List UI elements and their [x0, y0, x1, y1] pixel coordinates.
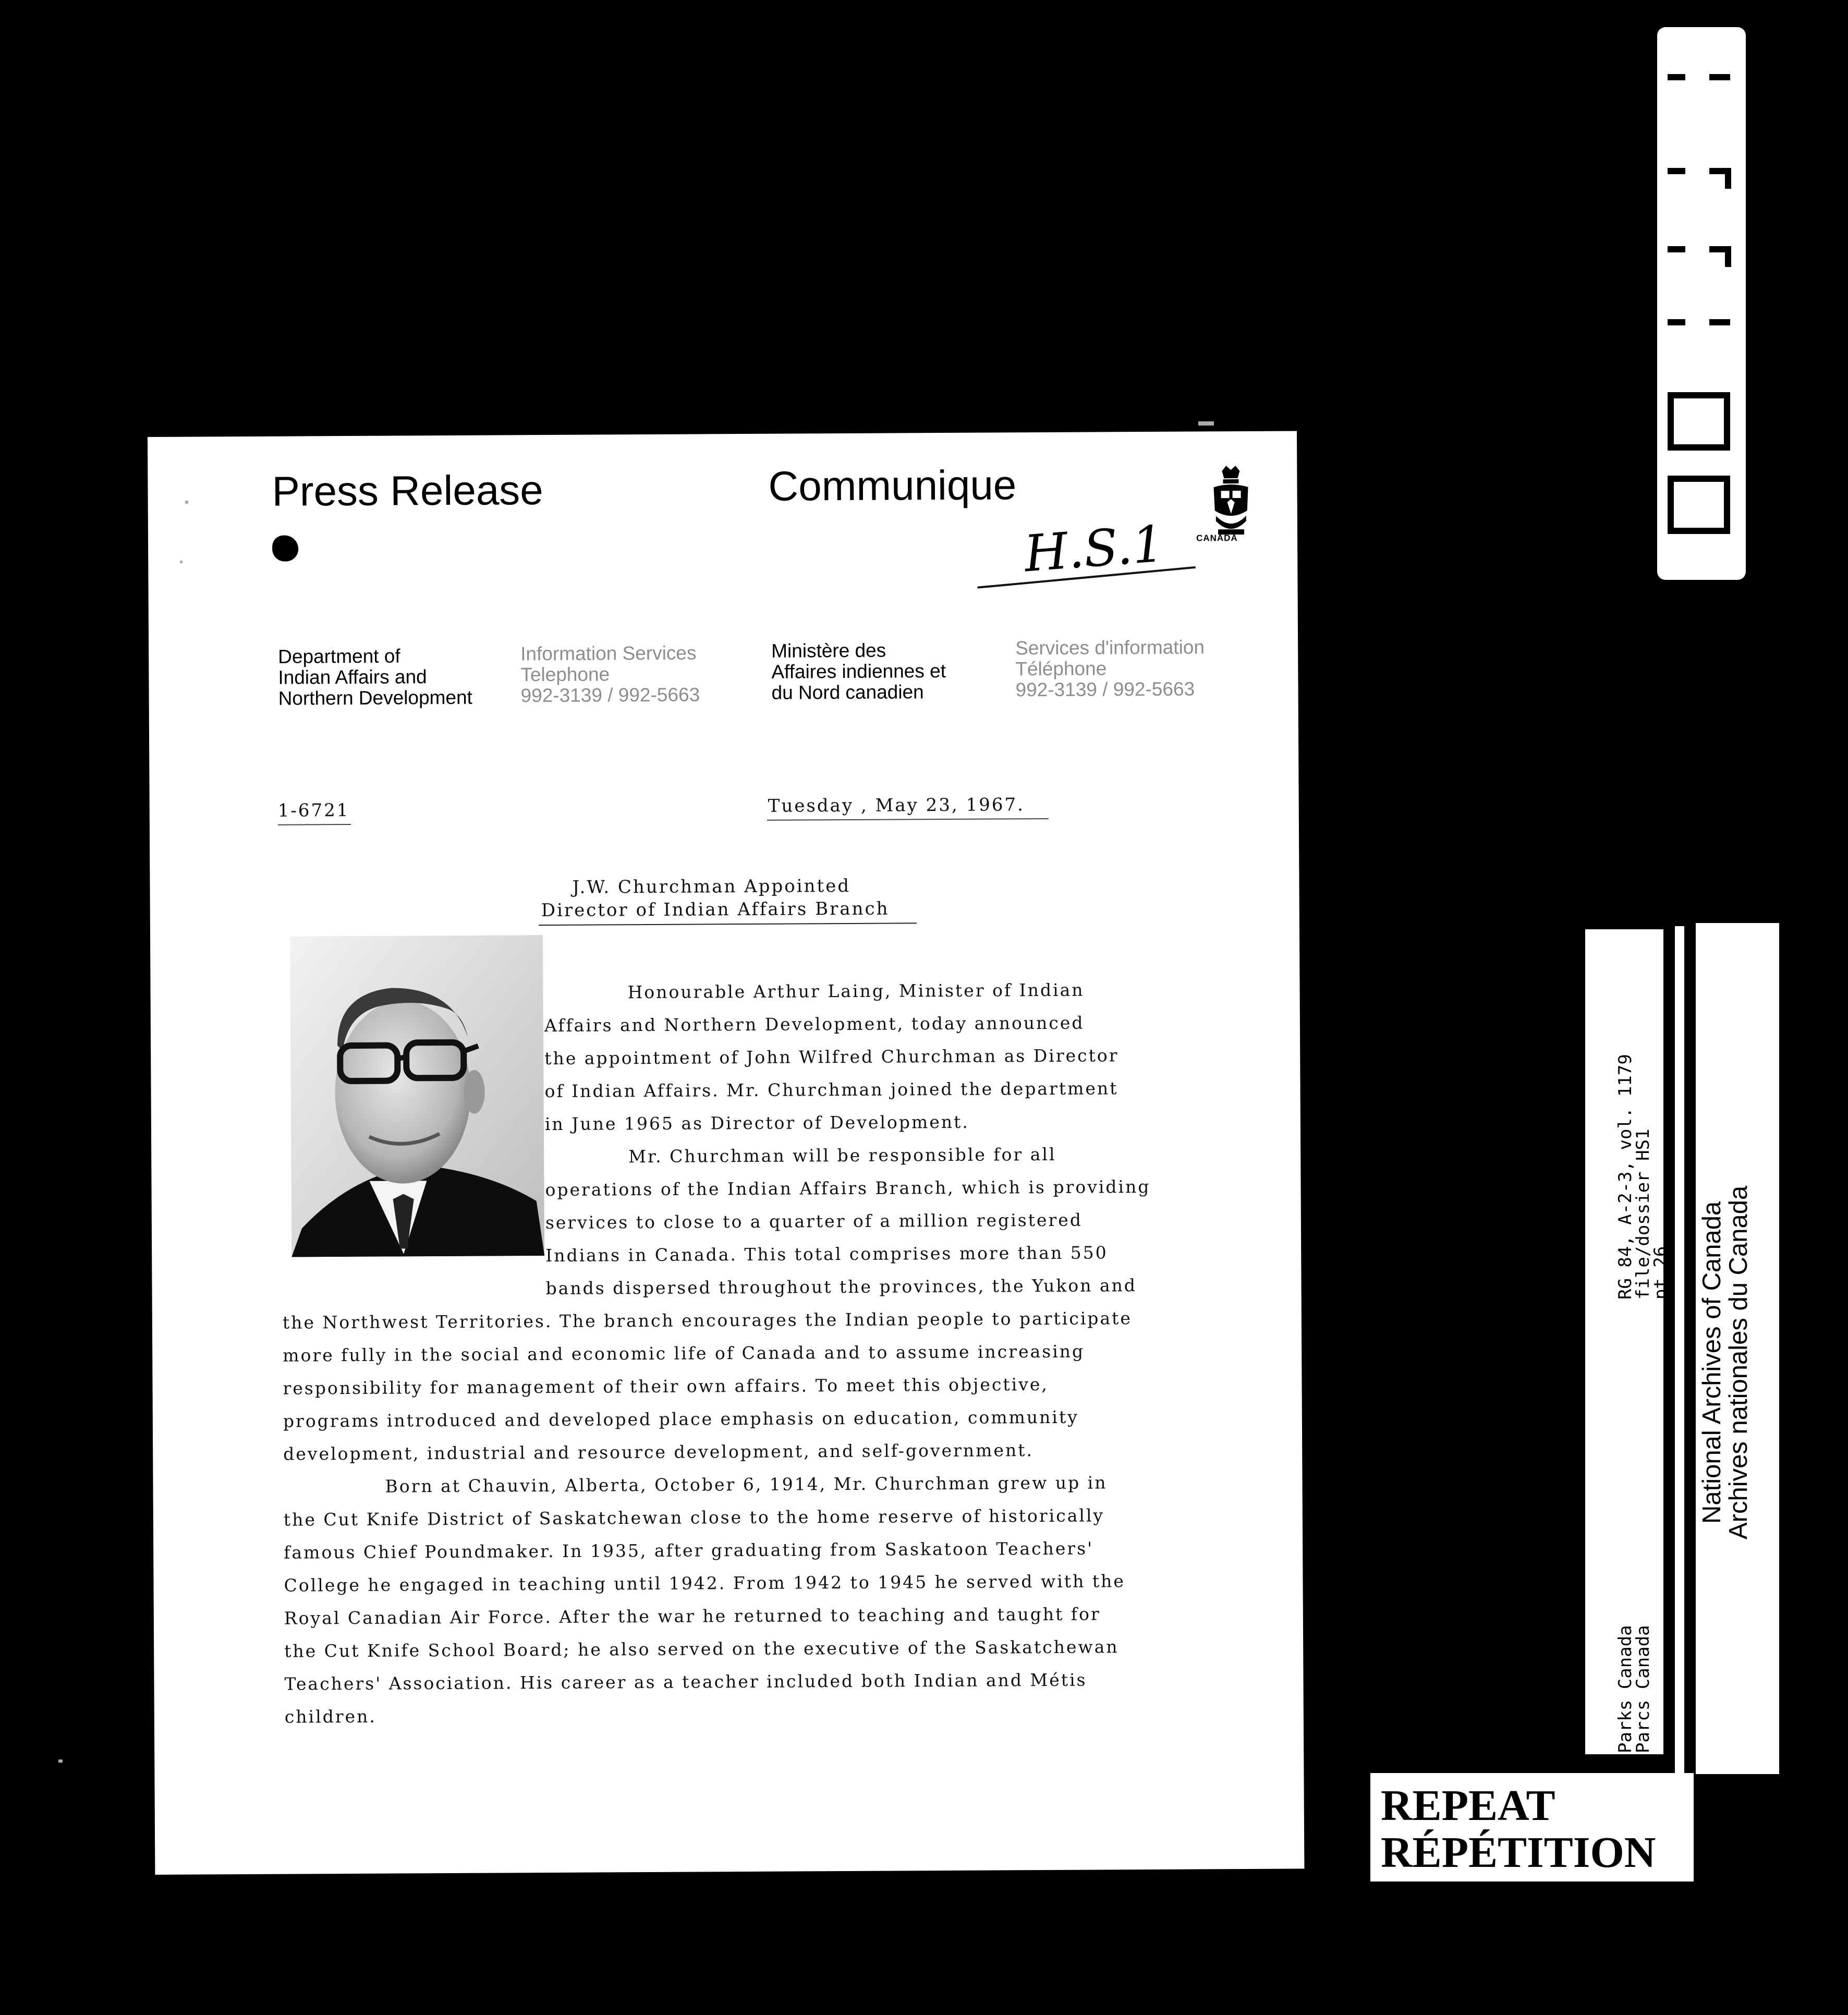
body-line: operations of the Indian Affairs Branch, which is providing	[545, 1176, 1151, 1200]
release-title-line2: Director of Indian Affairs Branch	[541, 898, 890, 921]
department-english-line: Indian Affairs and	[278, 666, 427, 688]
repeat-sticker	[1370, 1773, 1694, 1882]
archive-reference-line: file/dossier HS1	[1633, 1128, 1654, 1300]
info-english-line: Telephone	[520, 663, 610, 686]
info-french-line: 992-3139 / 992-5663	[1015, 678, 1195, 701]
release-number-underline	[278, 824, 351, 826]
body-line: Royal Canadian Air Force. After the war he returned to teaching and taught for	[284, 1604, 1101, 1629]
body-line: the Cut Knife District of Saskatchewan close to the home reserve of historically	[283, 1505, 1105, 1530]
portrait-photo	[290, 935, 544, 1257]
film-speck	[185, 501, 188, 504]
body-line: College he engaged in teaching until 1942. From 1942 to 1945 he served with the	[284, 1571, 1125, 1596]
department-french-line: Ministère des	[771, 639, 886, 662]
release-date-underline	[767, 818, 1049, 821]
body-line: the appointment of John Wilfred Churchman as Director	[544, 1045, 1119, 1069]
repeat-english: REPEAT	[1381, 1781, 1555, 1830]
agency-line: Parks Canada	[1615, 1625, 1636, 1753]
body-line: Mr. Churchman will be responsible for all	[628, 1144, 1056, 1167]
body-line: Honourable Arthur Laing, Minister of Indian	[627, 979, 1085, 1003]
body-line: services to close to a quarter of a million registered	[545, 1209, 1083, 1233]
frame-number-strip	[1657, 27, 1746, 580]
department-english-line: Department of	[278, 645, 400, 667]
info-english-line: 992-3139 / 992-5663	[520, 684, 700, 707]
info-english-line: Information Services	[520, 642, 697, 665]
department-french	[771, 640, 946, 703]
body-line: development, industrial and resource development, and self-government.	[283, 1440, 1034, 1464]
archives-french: Archives nationales du Canada	[1724, 1185, 1753, 1539]
info-french-line: Téléphone	[1015, 658, 1107, 680]
release-title-underline	[539, 922, 917, 926]
release-date: Tuesday , May 23, 1967.	[768, 794, 1025, 817]
body-line: the Northwest Territories. The branch encourages the Indian people to participate	[282, 1308, 1133, 1333]
information-services-french	[1015, 637, 1205, 700]
release-title-line1: J.W. Churchman Appointed	[572, 875, 851, 898]
body-line: Affairs and Northern Development, today announced	[544, 1012, 1085, 1036]
department-french-line: du Nord canadien	[771, 681, 924, 703]
department-english	[278, 646, 472, 709]
archives-english: National Archives of Canada	[1698, 1201, 1726, 1524]
information-services-english	[520, 642, 700, 706]
body-line: programs introduced and developed place emphasis on education, community	[283, 1406, 1079, 1431]
film-speck	[58, 1759, 63, 1763]
ink-blot	[272, 535, 298, 561]
press-release-heading: Press Release	[272, 467, 544, 515]
department-english-line: Northern Development	[278, 686, 472, 709]
body-line: Teachers' Association. His career as a teacher included both Indian and Métis	[284, 1669, 1087, 1694]
film-speck	[180, 561, 183, 563]
label-divider	[1675, 926, 1684, 1775]
film-speck	[1198, 421, 1214, 426]
department-french-line: Affaires indiennes et	[771, 660, 946, 683]
archive-reference-line: pt 26	[1650, 1246, 1671, 1300]
body-line: famous Chief Poundmaker. In 1935, after graduating from Saskatoon Teachers'	[284, 1538, 1094, 1563]
body-line: the Cut Knife School Board; he also served on the executive of the Saskatchewan	[284, 1636, 1119, 1661]
archive-reference-line: RG 84, A-2-3, vol. 1179	[1615, 1054, 1636, 1300]
canada-wordmark: CANADA	[1196, 533, 1238, 543]
body-line: more fully in the social and economic life of Canada and to assume increasing	[283, 1341, 1085, 1366]
body-line: of Indian Affairs. Mr. Churchman joined the department	[544, 1078, 1118, 1102]
press-release-sheet	[148, 431, 1304, 1875]
agency-line: Parcs Canada	[1633, 1625, 1654, 1753]
communique-heading: Communique	[768, 462, 1017, 509]
body-line: Born at Chauvin, Alberta, October 6, 1914, Mr. Churchman grew up in	[385, 1472, 1108, 1497]
body-line: in June 1965 as Director of Development.	[544, 1111, 969, 1135]
body-line: Indians in Canada. This total comprises more than 550	[545, 1242, 1108, 1266]
archive-reference-label	[1585, 929, 1671, 1754]
repeat-french: RÉPÉTITION	[1381, 1828, 1656, 1877]
handwritten-file-note: H.S.1	[1022, 514, 1166, 584]
info-french-line: Services d'information	[1015, 636, 1205, 659]
body-line: responsibility for management of their own affairs. To meet this objective,	[283, 1374, 1049, 1399]
national-archives-label	[1696, 923, 1779, 1774]
release-number: 1-6721	[277, 799, 350, 821]
body-line: children.	[284, 1706, 376, 1727]
body-line: bands dispersed throughout the provinces, the Yukon and	[545, 1275, 1137, 1299]
